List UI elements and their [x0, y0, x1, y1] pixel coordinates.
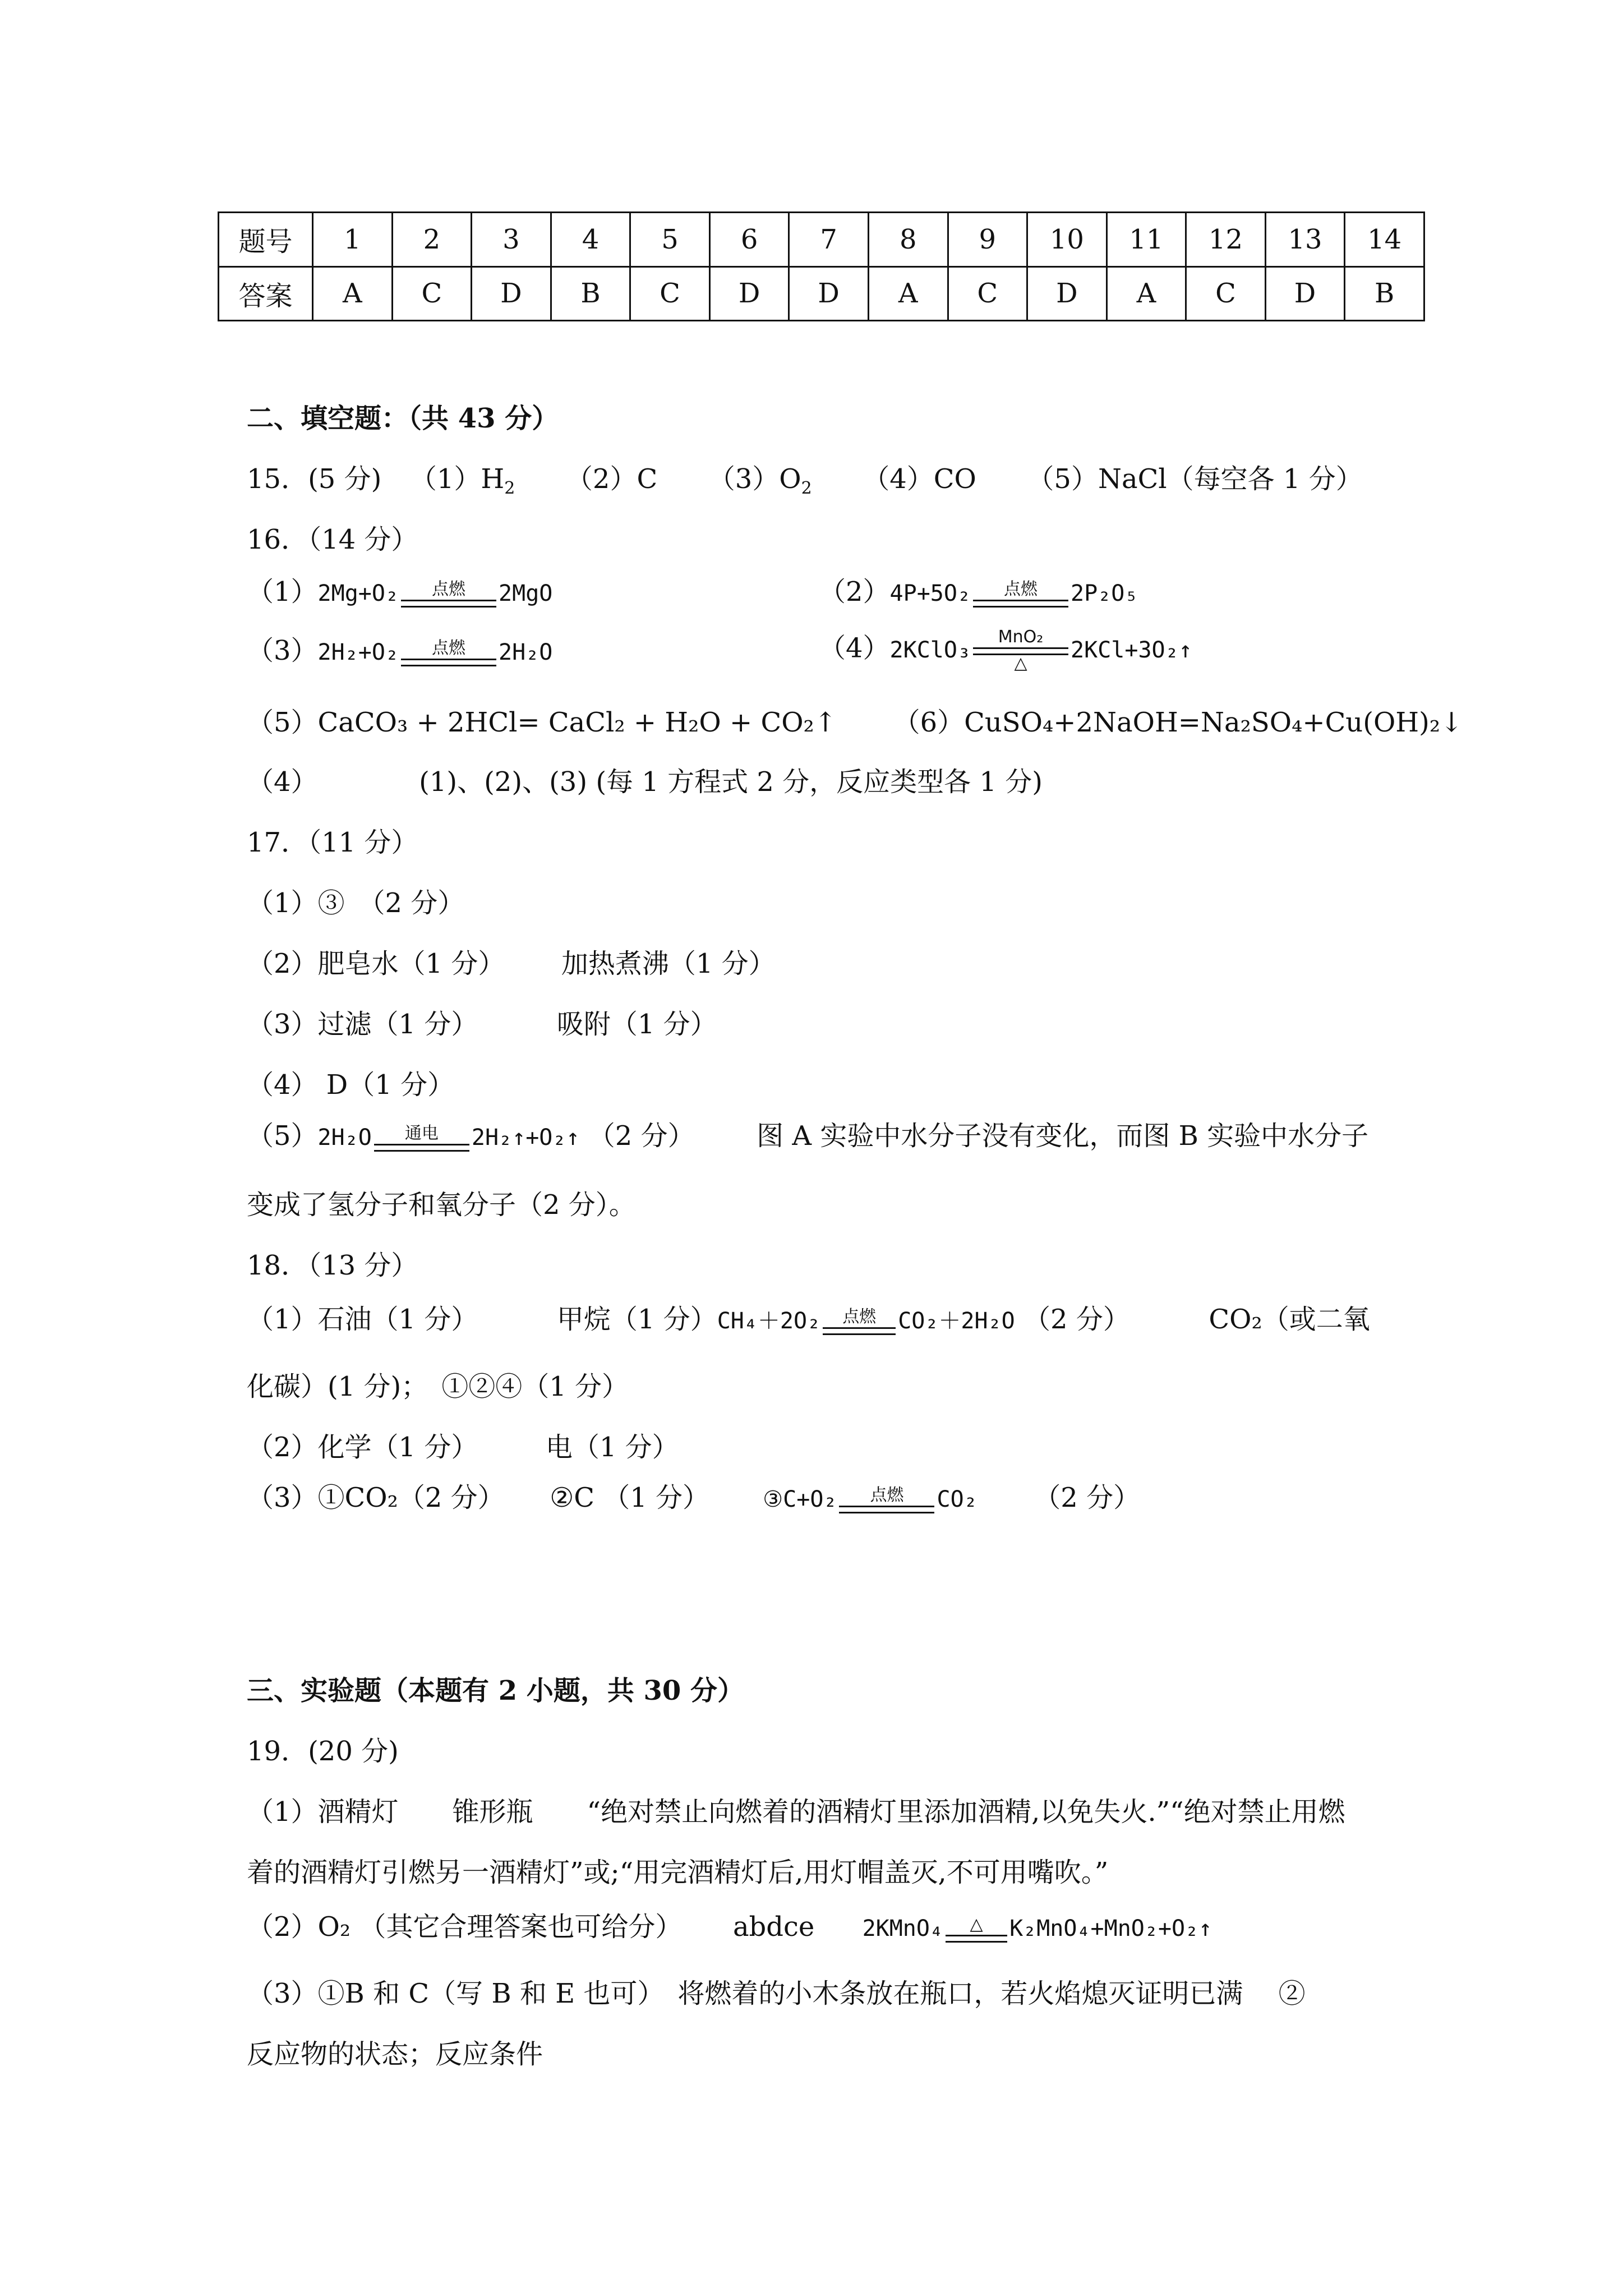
- eq-prefix: （3）: [247, 635, 318, 666]
- eq-products: 2P₂O₅: [1071, 581, 1138, 606]
- q18-line-3: [247, 1430, 679, 1464]
- table-cell: 10: [1027, 213, 1107, 267]
- q17-line-4: （4） D（1 分）: [247, 1069, 455, 1101]
- eq-prefix: （4）: [819, 632, 890, 664]
- score: （2 分）: [1034, 1482, 1141, 1513]
- q17-line-6: 变成了氢分子和氧分子（2 分）。: [247, 1189, 636, 1221]
- q19-line-4: （3）①B 和 C（写 B 和 E 也可） 将燃着的小木条放在瓶口，若火焰熄灭证明已满 ②: [247, 1978, 1306, 2009]
- eq-prefix: （1）: [247, 576, 318, 608]
- eq-products: K₂MnO₄+MnO₂+O₂↑: [1009, 1916, 1212, 1941]
- q16-eq-1: [247, 575, 552, 610]
- eq-products: 2H₂↑+O₂↑: [471, 1125, 580, 1151]
- q17-line-2: [247, 947, 776, 981]
- q17-line-5: [247, 1119, 1368, 1154]
- table-cell: 3: [472, 213, 551, 267]
- condition-label: 点燃: [432, 638, 466, 658]
- q18-line-4: [247, 1481, 1140, 1516]
- q18-3a: （2）化学（1 分）: [247, 1432, 478, 1463]
- q18-1-end: CO₂（或二氧: [1209, 1304, 1370, 1335]
- table-cell: 9: [948, 213, 1027, 267]
- condition-label: 点燃: [432, 579, 466, 599]
- eq-reactants: 2KMnO₄: [862, 1916, 944, 1941]
- section2-title: 二、填空题：（共 43 分）: [247, 403, 559, 434]
- condition-label: 通电: [404, 1123, 439, 1143]
- table-cell: 5: [630, 213, 710, 267]
- table-cell: 1: [313, 213, 393, 267]
- q17-number: 17．（11 分）: [247, 827, 418, 858]
- eq-products: 2MgO: [499, 581, 553, 606]
- subscript: 2: [504, 478, 515, 498]
- q18-line-2: 化碳）(1 分)； ①②④（1 分）: [247, 1371, 629, 1402]
- table-cell: A: [313, 266, 393, 321]
- q17-2b: 加热煮沸（1 分）: [561, 948, 776, 979]
- equals-bar: [401, 600, 496, 608]
- score: （2 分）: [588, 1120, 695, 1152]
- equals-bar: [374, 1144, 469, 1152]
- table-cell: D: [1027, 266, 1107, 321]
- table-cell: 12: [1186, 213, 1266, 267]
- table-cell: A: [1106, 266, 1186, 321]
- table-cell: 13: [1265, 213, 1345, 267]
- table-cell: D: [789, 266, 869, 321]
- table-cell: 2: [392, 213, 472, 267]
- q18-1a: （1）石油（1 分）: [247, 1304, 478, 1335]
- q19-3b: abdce: [732, 1911, 815, 1943]
- q17-line-1: （1）③ （2 分）: [247, 887, 465, 919]
- q17-5-text: 图 A 实验中水分子没有变化，而图 B 实验中水分子: [757, 1120, 1369, 1152]
- eq-reactants: ③C+O₂: [763, 1487, 837, 1512]
- eq-reactants: 2Mg+O₂: [317, 581, 399, 606]
- q16-eq-5-6: [247, 706, 1463, 739]
- eq-products: 2KCl+3O₂↑: [1071, 637, 1192, 663]
- q17-3a: （3）过滤（1 分）: [247, 1009, 478, 1040]
- table-cell: 7: [789, 213, 869, 267]
- q16-types: [247, 765, 1043, 799]
- q15-answer-2: （2）C: [565, 463, 658, 495]
- condition-label: 点燃: [1004, 579, 1038, 599]
- eq-products: CO₂＋2H₂O: [898, 1308, 1015, 1334]
- q16-eq-3: [247, 634, 552, 669]
- q18-4b: ②C （1 分）: [550, 1482, 710, 1513]
- q19-line-2: 着的酒精灯引燃另一酒精灯”或;“用完酒精灯后,用灯帽盖灭,不可用嘴吹。”: [247, 1857, 1109, 1888]
- table-cell: B: [1345, 266, 1424, 321]
- condition-label: 点燃: [842, 1306, 877, 1327]
- table-cell: 4: [551, 213, 630, 267]
- table-cell: 11: [1106, 213, 1186, 267]
- eq-prefix: （5）: [247, 1120, 318, 1152]
- eq-reactants: CH₄＋2O₂: [717, 1308, 821, 1334]
- table-cell: C: [1186, 266, 1266, 321]
- table-cell: 6: [709, 213, 789, 267]
- eq-reactants: 2H₂+O₂: [317, 639, 399, 665]
- q16-eq-4: [819, 628, 1192, 672]
- q16-eq-6: （6）CuSO₄+2NaOH=Na₂SO₄+Cu(OH)₂↓: [893, 707, 1463, 738]
- eq-products: 2H₂O: [499, 639, 553, 665]
- equals-bar: [839, 1506, 934, 1513]
- equals-bar: [946, 1935, 1007, 1943]
- answer-label: 答案: [219, 266, 313, 321]
- equals-bar: [823, 1327, 896, 1335]
- q15-answer-5: （5）NaCl（每空各 1 分）: [1027, 463, 1363, 495]
- q16-number: 16．（14 分）: [247, 524, 418, 555]
- table-row-numbers: [219, 213, 1424, 267]
- q19-line-3: [247, 1910, 1212, 1945]
- q17-line-3: [247, 1007, 717, 1041]
- reaction-condition: [401, 639, 496, 666]
- reaction-condition: [973, 581, 1068, 608]
- eq-reactants: 2H₂O: [317, 1125, 372, 1151]
- subscript: 2: [801, 478, 812, 498]
- reaction-condition: [823, 1308, 896, 1335]
- reaction-condition: [401, 581, 496, 608]
- q15-line: [247, 462, 1363, 496]
- table-cell: 14: [1345, 213, 1424, 267]
- q19-number: 19．(20 分): [247, 1736, 399, 1767]
- eq-reactants: 2KClO₃: [889, 637, 971, 663]
- condition-label: 点燃: [870, 1485, 904, 1505]
- reaction-condition: [946, 1916, 1007, 1943]
- q18-line-1: [247, 1303, 1370, 1338]
- table-cell: 8: [868, 213, 948, 267]
- table-cell: D: [709, 266, 789, 321]
- table-cell: C: [948, 266, 1027, 321]
- header-label: 题号: [219, 213, 313, 267]
- table-row-answers: [219, 266, 1424, 321]
- answer-table: [218, 211, 1425, 321]
- eq-reactants: 4P+5O₂: [889, 581, 971, 606]
- table-cell: D: [472, 266, 551, 321]
- table-cell: B: [551, 266, 630, 321]
- q18-3b: 电（1 分）: [545, 1432, 679, 1463]
- q16-eq-5: （5）CaCO₃ + 2HCl= CaCl₂ + H₂O + CO₂↑: [247, 707, 837, 738]
- q18-4a: （3）①CO₂（2 分）: [247, 1482, 505, 1513]
- condition-label: △: [970, 1914, 983, 1934]
- q16-eq-2: [819, 575, 1138, 610]
- q15-answer-3: （3）O: [708, 463, 801, 495]
- table-cell: A: [868, 266, 948, 321]
- table-cell: C: [392, 266, 472, 321]
- q17-3b: 吸附（1 分）: [556, 1009, 717, 1040]
- q19-line-5: 反应物的状态；反应条件: [247, 2039, 543, 2070]
- table-cell: D: [1265, 266, 1345, 321]
- reaction-condition: [374, 1125, 469, 1152]
- eq-prefix: （2）: [819, 576, 890, 608]
- q15-number: 15．(5 分): [247, 463, 382, 495]
- q19-3a: （2）O₂ （其它合理答案也可给分）: [247, 1911, 683, 1943]
- q16-types-prefix: （4）: [247, 766, 318, 798]
- score: （2 分）: [1023, 1304, 1130, 1335]
- eq-products: CO₂: [937, 1487, 978, 1512]
- q18-1b: 甲烷（1 分）: [556, 1304, 717, 1335]
- q18-number: 18．（13 分）: [247, 1250, 418, 1281]
- heat-symbol: △: [1014, 654, 1027, 673]
- equals-bar: [401, 659, 496, 666]
- q15-answer-1: （1）H: [409, 463, 505, 495]
- q16-types-text: (1)、(2)、(3) (每 1 方程式 2 分，反应类型各 1 分): [419, 766, 1043, 798]
- condition-label: MnO₂: [998, 627, 1044, 647]
- reaction-condition: [973, 628, 1068, 672]
- equals-bar: [973, 600, 1068, 608]
- reaction-condition: [839, 1487, 934, 1513]
- table-cell: C: [630, 266, 710, 321]
- section3-title: 三、实验题（本题有 2 小题，共 30 分）: [247, 1675, 745, 1706]
- q15-answer-4: （4）CO: [863, 463, 976, 495]
- q19-line-1: （1）酒精灯 锥形瓶 “绝对禁止向燃着的酒精灯里添加酒精,以免失火.”“绝对禁止用燃: [247, 1796, 1345, 1828]
- q17-2a: （2）肥皂水（1 分）: [247, 948, 505, 979]
